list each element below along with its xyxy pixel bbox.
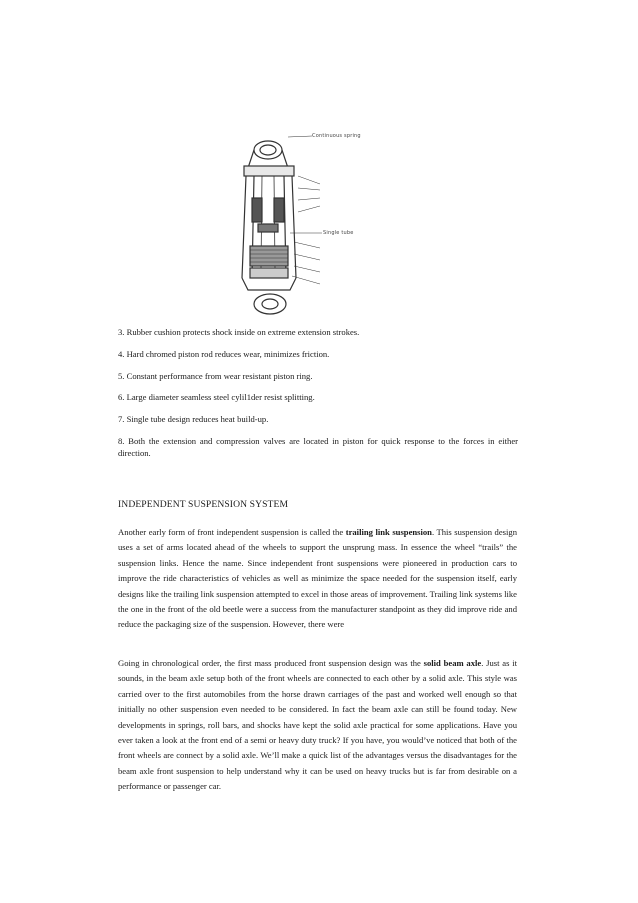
list-item: 4. Hard chromed piston rod reduces wear, minimizes friction. <box>118 348 330 359</box>
figure-label-spring: Continuous spring <box>312 133 361 139</box>
list-item: 8. Both the extension and compression valves are located in piston for quick response to the forces in either direction. <box>118 435 518 458</box>
paragraph-text: . Just as it sounds, in the beam axle setup both of the front wheels are connected to each other by a solid axle. This style was carried over to the first automobiles from the horse drawn carriages of the past and worked well enough so that initially no other suspension even needed to be considered. In fact the beam axle can still be found today. New developments in springs, roll bars, and shocks have kept the solid axle practical for some applications. Have you ever taken a look at the front end of a semi or heavy duty truck? If you have, you would’ve noticed that both of the front wheels are connect by a solid axle. We’ll make a quick list of the advantages versus the disadvantages for the beam axle front suspension to help understand why it can be used on heavy trucks but is far from desirable on a performance or passenger car. <box>118 658 518 792</box>
list-item: 3. Rubber cushion protects shock inside on extreme extension strokes. <box>118 327 360 337</box>
bold-term: solid beam axle <box>423 658 482 668</box>
bold-term: trailing link suspension <box>345 527 432 537</box>
paragraph-text: Going in chronological order, the first mass produced front suspension design was the <box>118 658 424 668</box>
paragraph-solid-beam-axle <box>118 656 517 795</box>
list-item: 5. Constant performance from wear resistant piston ring. <box>118 370 313 381</box>
paragraph-text: . This suspension design uses a set of arms located ahead of the wheels to support the unsprung mass. In essence the wheel “trails” the suspension links. Hence the name. Since independent front suspensions were pioneered in production cars to improve the ride characteristics of vehicles as well as minimize the space needed for the suspension itself, early designs like the trailing link suspension attempted to excel in those areas of improvement. Trailing link systems like the one in the front of the old beetle were a success from the manufacturer standpoint as they did improve ride and reduce the packaging size of the suspension. However, there were <box>118 527 517 630</box>
paragraph-text: Another early form of front independent suspension is called the <box>118 527 346 537</box>
list-item: 6. Large diameter seamless steel cylil1der resist splitting. <box>118 392 315 403</box>
shock-absorber-drawing <box>228 128 378 320</box>
figure-label-single-tube: Single tube <box>323 230 354 236</box>
list-item: 7. Single tube design reduces heat build-up. <box>118 414 269 425</box>
paragraph-trailing-link <box>118 525 517 633</box>
section-heading: INDEPENDENT SUSPENSION SYSTEM <box>118 499 289 510</box>
shock-absorber-illustration <box>228 128 378 320</box>
feature-list <box>118 326 518 469</box>
